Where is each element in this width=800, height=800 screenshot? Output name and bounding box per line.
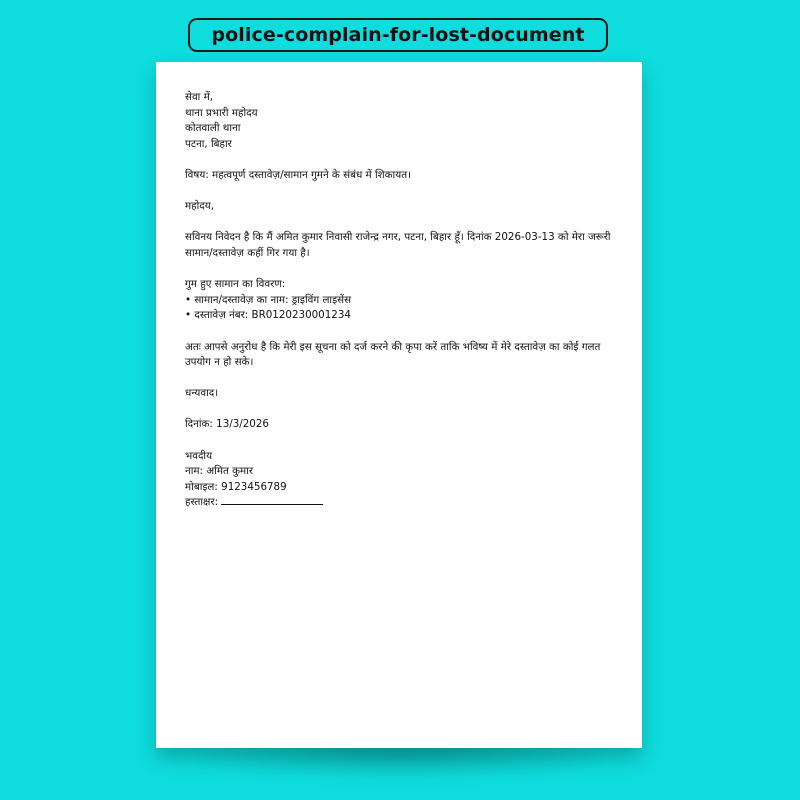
letter-page (156, 62, 642, 748)
thanks-line: धन्यवाद। (185, 387, 219, 400)
body-line: सविनय निवेदन है कि मैं अमित कुमार निवासी राजेन्द्र नगर, पटना, बिहार हूँ। दिनांक 2026-03-13 को मेरा जरूरी (185, 231, 611, 244)
subject-line: विषय: महत्वपूर्ण दस्तावेज़/सामान गुमने के संबंध में शिकायत। (185, 168, 411, 181)
letter-content (185, 90, 625, 511)
name-line: नाम: अमित कुमार (185, 465, 254, 478)
request-line: अतः आपसे अनुरोध है कि मेरी इस सूचना को दर्ज करने की कृपा करें ताकि भविष्य में मेरे दस्तावेज़ का कोई गलत (185, 340, 601, 353)
details-heading: गुम हुए सामान का विवरण: (185, 278, 286, 291)
address-line: पटना, बिहार (185, 137, 232, 150)
signature-label: हस्ताक्षर: (185, 496, 219, 509)
address-line: कोतवाली थाना (185, 122, 241, 135)
mobile-line: मोबाइल: 9123456789 (185, 480, 287, 493)
details-item: • सामान/दस्तावेज़ का नाम: ड्राइविंग लाइसेंस (185, 293, 352, 306)
signature-line (185, 495, 625, 511)
signature-blank (221, 495, 323, 505)
body-line: सामान/दस्तावेज़ कहीं गिर गया है। (185, 246, 310, 259)
details-item: • दस्तावेज़ नंबर: BR0120230001234 (185, 309, 351, 322)
salutation: महोदय, (185, 200, 215, 213)
page-title: police-complain-for-lost-document (211, 24, 585, 46)
date-line: दिनांक: 13/3/2026 (185, 418, 269, 431)
title-banner (188, 18, 608, 52)
address-line: थाना प्रभारी महोदय (185, 106, 258, 119)
request-line: उपयोग न हो सके। (185, 356, 254, 369)
address-line: सेवा में, (185, 91, 214, 103)
closing-line: भवदीय (185, 449, 213, 462)
